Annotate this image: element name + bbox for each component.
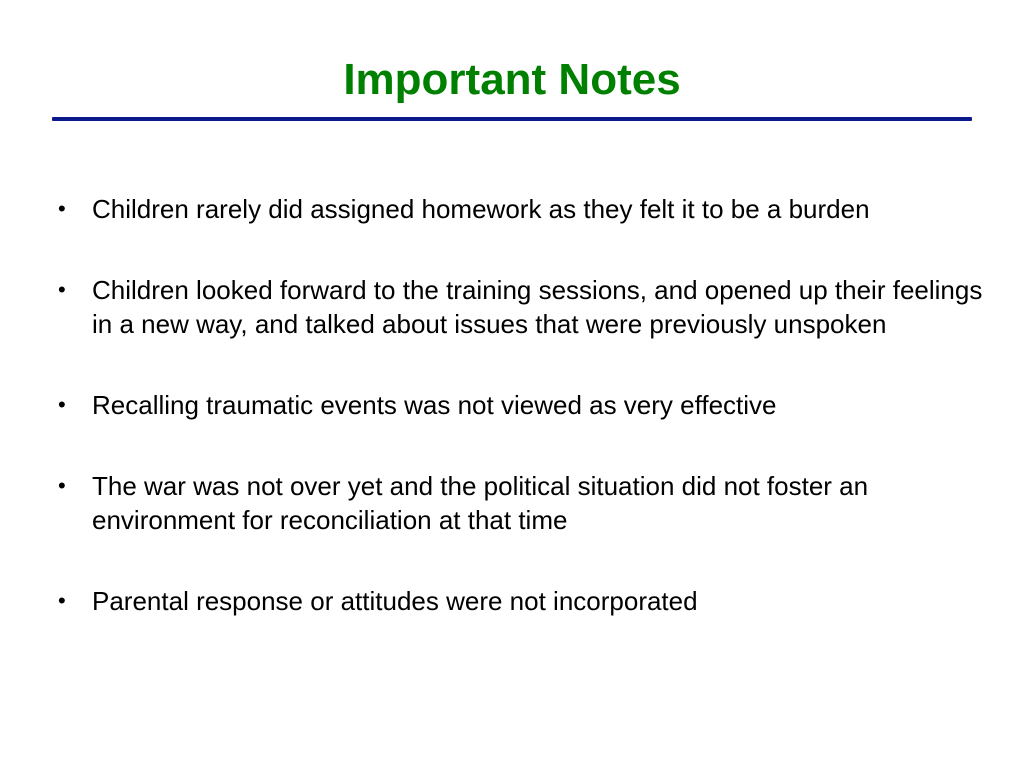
bullet-item: [52, 192, 992, 226]
title-divider: [52, 117, 972, 121]
bullet-item: [52, 388, 992, 422]
bullet-icon: •: [58, 588, 66, 613]
bullet-text: Recalling traumatic events was not viewed as very effective: [92, 390, 777, 420]
bullet-text: Children rarely did assigned homework as they felt it to be a burden: [92, 194, 870, 224]
bullet-item: [52, 584, 992, 618]
bullet-item: [52, 273, 992, 341]
slide-title: Important Notes: [343, 55, 681, 104]
bullet-icon: •: [58, 392, 66, 417]
bullet-list: [52, 192, 992, 618]
bullet-item: [52, 469, 992, 537]
bullet-icon: •: [58, 196, 66, 221]
bullet-icon: •: [58, 277, 66, 302]
bullet-text: Children looked forward to the training sessions, and opened up their feelings in a new way, and talked about issues that were previously unspoken: [92, 275, 983, 339]
bullet-text: The war was not over yet and the political situation did not foster an environment for reconciliation at that time: [92, 471, 869, 535]
bullet-text: Parental response or attitudes were not incorporated: [92, 586, 698, 616]
bullet-icon: •: [58, 473, 66, 498]
